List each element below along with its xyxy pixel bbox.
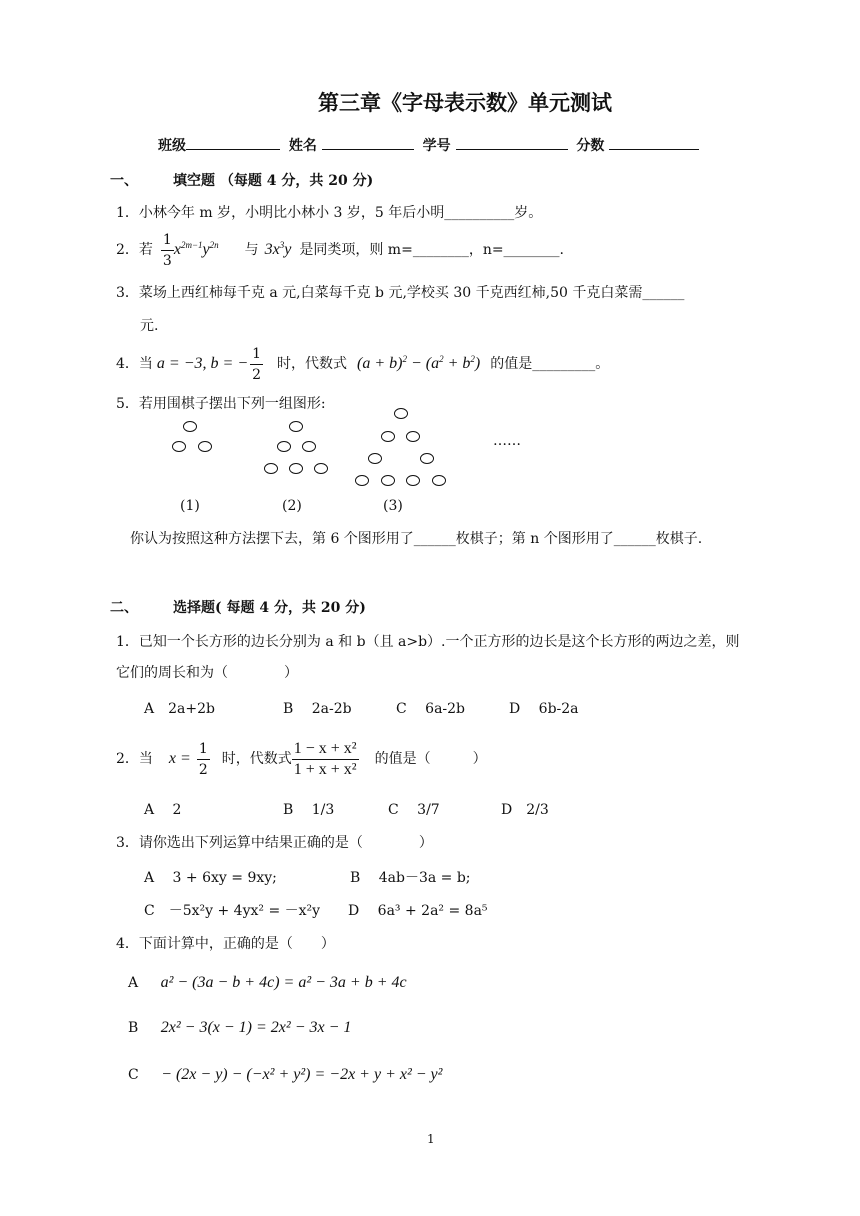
- s1-q3-line2: 元.: [140, 318, 159, 334]
- s2-q1-line2: 它们的周长和为（ ）: [116, 665, 298, 681]
- s2-q2: [116, 736, 487, 782]
- s1-q2: [116, 228, 564, 272]
- s2-q2-frac-num: 1: [197, 739, 210, 760]
- class-blank[interactable]: [186, 135, 280, 150]
- s1-q4-fraction: [250, 344, 263, 385]
- s2-q3: 3．请你选出下列运算中结果正确的是（ ）: [116, 835, 433, 851]
- s2-q3-option-d[interactable]: D 6a³ + 2a² = 8a⁵: [348, 903, 488, 919]
- s2-q3-option-b[interactable]: B 4ab－3a = b;: [350, 870, 471, 886]
- option-expression: a² − (3a − b + 4c) = a² − 3a + b + 4c: [160, 974, 407, 991]
- s1-q4-expr: $(a + b)^2 - (a^2 + b^2)$: [357, 354, 481, 372]
- s1-q2-fraction: [161, 230, 174, 271]
- option-letter: C: [128, 1067, 139, 1083]
- s2-q3-option-a[interactable]: A 3 + 6xy = 9xy;: [144, 870, 277, 886]
- s2-q4-option-c[interactable]: [128, 1066, 442, 1084]
- stone: [381, 431, 395, 442]
- figure-label-2: (2): [282, 498, 302, 514]
- s2-q2-value-fraction: [197, 739, 210, 780]
- page-number: 1: [427, 1132, 435, 1146]
- s1-q2-term1: $x^{2m-1}y^{2n}$: [173, 240, 219, 258]
- section2-number: 二、: [110, 600, 138, 616]
- stone: [381, 475, 395, 486]
- s2-q2-prefix: 2．当: [116, 751, 153, 767]
- figure-label-3: (3): [383, 498, 403, 514]
- s2-q2-mid: 时，代数式: [221, 751, 292, 767]
- id-label: 学号: [422, 138, 451, 154]
- section1-number: 一、: [110, 173, 138, 189]
- s1-q4-frac-den: 2: [252, 366, 262, 383]
- s1-q4-suffix: 的值是_________。: [490, 356, 610, 372]
- option-expression: − (2x − y) − (−x² + y²) = −2x + y + x² − y²: [161, 1066, 443, 1083]
- s1-q3-line1: 3．菜场上西红柿每千克 a 元,白菜每千克 b 元,学校买 30 千克西红柿,50 千克白菜需______: [116, 285, 685, 301]
- section2-heading: 选择题( 每题 4 分，共 20 分): [173, 600, 366, 616]
- page-title: 第三章《字母表示数》单元测试: [318, 91, 612, 115]
- option-expression: 2x² − 3(x − 1) = 2x² − 3x − 1: [160, 1019, 352, 1036]
- s1-q2-frac-den: 3: [162, 252, 172, 269]
- s1-q2-term2: $3x^3y$: [264, 240, 292, 258]
- stone: [406, 475, 420, 486]
- option-letter: B: [128, 1020, 139, 1036]
- score-label: 分数: [576, 138, 605, 154]
- s2-q2-option-a[interactable]: A 2: [144, 802, 182, 818]
- section1-heading: 填空题 （每题 4 分，共 20 分): [173, 173, 374, 189]
- id-blank[interactable]: [456, 135, 568, 150]
- s1-q5: 5．若用围棋子摆出下列一组图形:: [116, 396, 326, 412]
- s1-q4-frac-num: 1: [250, 344, 263, 365]
- figure-label-1: (1): [180, 498, 200, 514]
- s2-q4: 4．下面计算中，正确的是（ ）: [116, 936, 335, 952]
- score-blank[interactable]: [609, 135, 699, 150]
- s2-q4-option-b[interactable]: [128, 1019, 351, 1037]
- s1-q2-frac-num: 1: [161, 230, 174, 251]
- stone: [432, 475, 446, 486]
- s2-q2-suffix: 的值是（ ）: [374, 751, 487, 767]
- stone: [183, 421, 197, 432]
- s1-q1: 1．小林今年 m 岁，小明比小林小 3 岁，5 年后小明__________岁。: [116, 205, 543, 221]
- option-letter: A: [128, 975, 139, 991]
- stone: [368, 453, 382, 464]
- s2-q3-option-c[interactable]: C －5x²y + 4yx² = －x²y: [144, 903, 321, 919]
- s2-q1-line1: 1．已知一个长方形的边长分别为 a 和 b（且 a>b）.一个正方形的边长是这个长方形的两边之差，则: [116, 634, 740, 650]
- s2-q2-expr-num: 1 − x + x²: [292, 739, 359, 760]
- s1-q4-cond: a = −3, b = −: [156, 355, 249, 372]
- s2-q2-option-b[interactable]: B 1/3: [283, 802, 335, 818]
- s2-q2-var: x =: [168, 750, 191, 767]
- s1-q4: [116, 342, 609, 386]
- stone: [289, 421, 303, 432]
- stone: [420, 453, 434, 464]
- s2-q2-frac-den: 2: [198, 761, 208, 778]
- name-label: 姓名: [288, 138, 317, 154]
- s2-q2-option-c[interactable]: C 3/7: [388, 802, 440, 818]
- s1-q2-prefix: 2．若: [116, 242, 153, 258]
- stone: [302, 441, 316, 452]
- s2-q2-expr-den: 1 + x + x²: [293, 760, 357, 778]
- s1-q5-answer: 你认为按照这种方法摆下去，第 6 个图形用了______枚棋子；第 n 个图形用了______枚棋子.: [130, 531, 703, 547]
- s2-q1-option-c[interactable]: C 6a-2b: [396, 701, 466, 717]
- stone: [289, 463, 303, 474]
- stone: [394, 408, 408, 419]
- info-line: [158, 135, 699, 155]
- s2-q4-option-a[interactable]: [128, 974, 407, 992]
- stone: [406, 431, 420, 442]
- s2-q1-option-d[interactable]: D 6b-2a: [509, 701, 579, 717]
- s2-q2-option-d[interactable]: D 2/3: [501, 802, 549, 818]
- s2-q1-option-b[interactable]: B 2a-2b: [283, 701, 352, 717]
- stone: [355, 475, 369, 486]
- stone: [172, 441, 186, 452]
- name-blank[interactable]: [322, 135, 414, 150]
- s1-q2-mid: 与: [244, 242, 259, 258]
- stone: [198, 441, 212, 452]
- figure-ellipsis: ……: [493, 433, 521, 449]
- stone: [277, 441, 291, 452]
- stone: [314, 463, 328, 474]
- s1-q4-mid: 时，代数式: [277, 356, 348, 372]
- stone: [264, 463, 278, 474]
- s2-q2-expr-fraction: [292, 739, 359, 780]
- class-label: 班级: [158, 138, 186, 154]
- s1-q2-suffix: 是同类项，则 m=________，n=________.: [299, 242, 565, 258]
- s2-q1-option-a[interactable]: A 2a+2b: [144, 701, 215, 717]
- s1-q4-prefix: 4．当: [116, 356, 153, 372]
